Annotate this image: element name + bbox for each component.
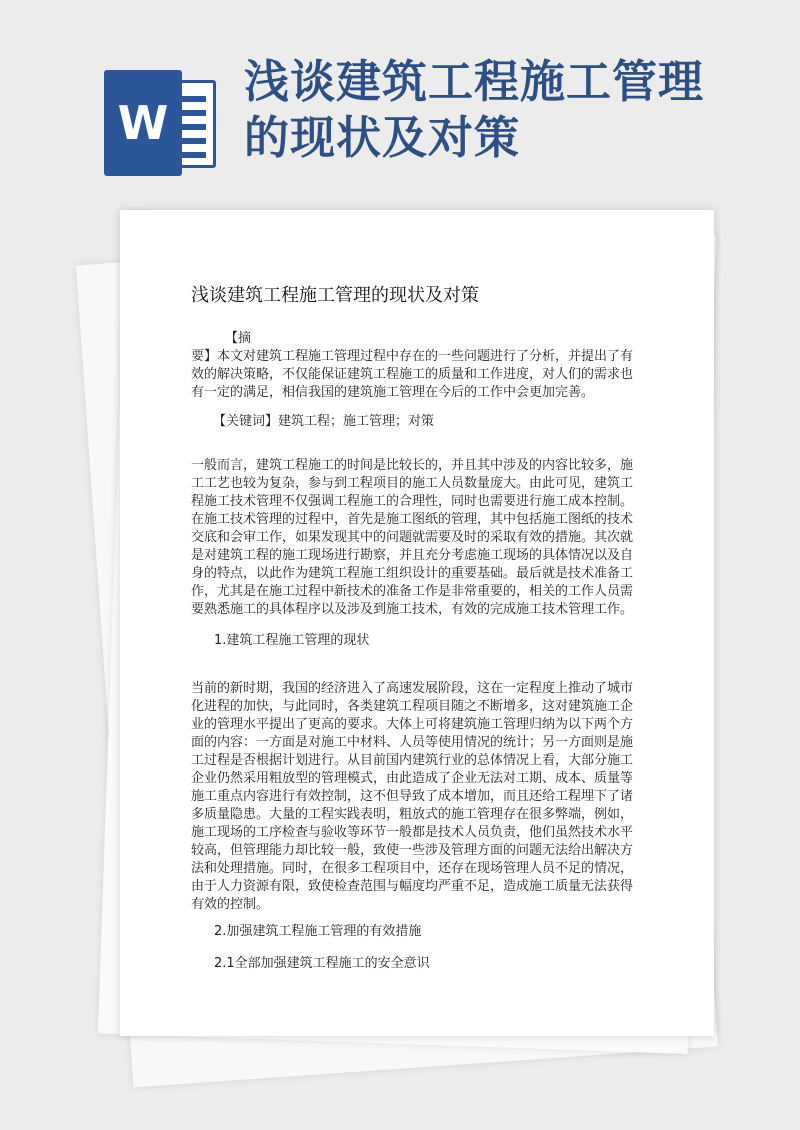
section-1-paragraph: 当前的新时期，我国的经济进入了高速发展阶段，这在一定程度上推动了城市化进程的加快，与此同时，各类建筑工程项目随之不断增多，这对建筑施工企业的管理水平提出了更高的要求。大体上可将建筑施工管理归纳为以下两个方面的内容：一方面是对施工中材料、人员等使用情况的统计；另一方面则是施工过程是否根据计划进行。从目前国内建筑行业的总体情况上看，大部分施工企业仍然采用粗放型的管理模式，由此造成了企业无法对工期、成本、质量等施工重点内容进行有效控制，这不但导致了成本增加，而且还给工程埋下了诸多质量隐患。大量的工程实践表明，粗放式的施工管理存在很多弊端，例如，施工现场的工序检查与验收等环节一般都是技术人员负责，他们虽然技术水平较高，但管理能力却比较一般，致使一些涉及管理方面的问题无法给出解决方法和处理措施。同时，在很多工程项目中，还存在现场管理人员不足的情况，由于人力资源有限，致使检查范围与幅度均严重不足，造成施工质量无法获得有效的控制。 — [191, 681, 634, 912]
section-heading-2-1: 2.1全部加强建筑工程施工的安全意识 — [214, 956, 430, 971]
intro-paragraph: 一般而言，建筑工程施工的时间是比较长的，并且其中涉及的内容比较多，施工工艺也较为复杂，参与到工程项目的施工人员数量庞大。由此可见，建筑工程施工技术管理不仅强调工程施工的合理性，同时也需要进行施工成本控制。在施工技术管理的过程中，首先是施工图纸的管理，其中包括施工图纸的技术交底和会审工作，如果发现其中的问题就需要及时的采取有效的措施。其次就是对建筑工程的施工现场进行勘察，并且充分考虑施工现场的具体情况以及自身的特点，以此作为建筑工程施工组织设计的重要基础。最后就是技术准备工作，尤其是在施工过程中新技术的准备工作是非常重要的，相关的工作人员需要熟悉施工的具体程序以及涉及到施工技术，有效的完成施工技术管理工作。 — [191, 458, 634, 617]
document-title: 浅谈建筑工程施工管理的现状及对策 — [191, 285, 479, 306]
abstract-text: 要】本文对建筑工程施工管理过程中存在的一些问题进行了分析，并提出了有效的解决策略，不仅能保证建筑工程施工的质量和工作进度，对人们的需求也有一定的满足，相信我国的建筑施工管理在今后的工作中会更加完善。 — [191, 349, 634, 400]
word-letter-badge: W — [104, 70, 182, 176]
abstract-label: 【摘 — [225, 331, 252, 346]
keywords-line: 【关键词】建筑工程；施工管理；对策 — [213, 414, 435, 429]
cover-title: 浅谈建筑工程施工管理的现状及对策 — [244, 55, 705, 164]
section-heading-2: 2.加强建筑工程施工管理的有效措施 — [214, 924, 422, 939]
section-heading-1: 1.建筑工程施工管理的现状 — [214, 633, 370, 648]
word-document-icon — [104, 70, 220, 176]
